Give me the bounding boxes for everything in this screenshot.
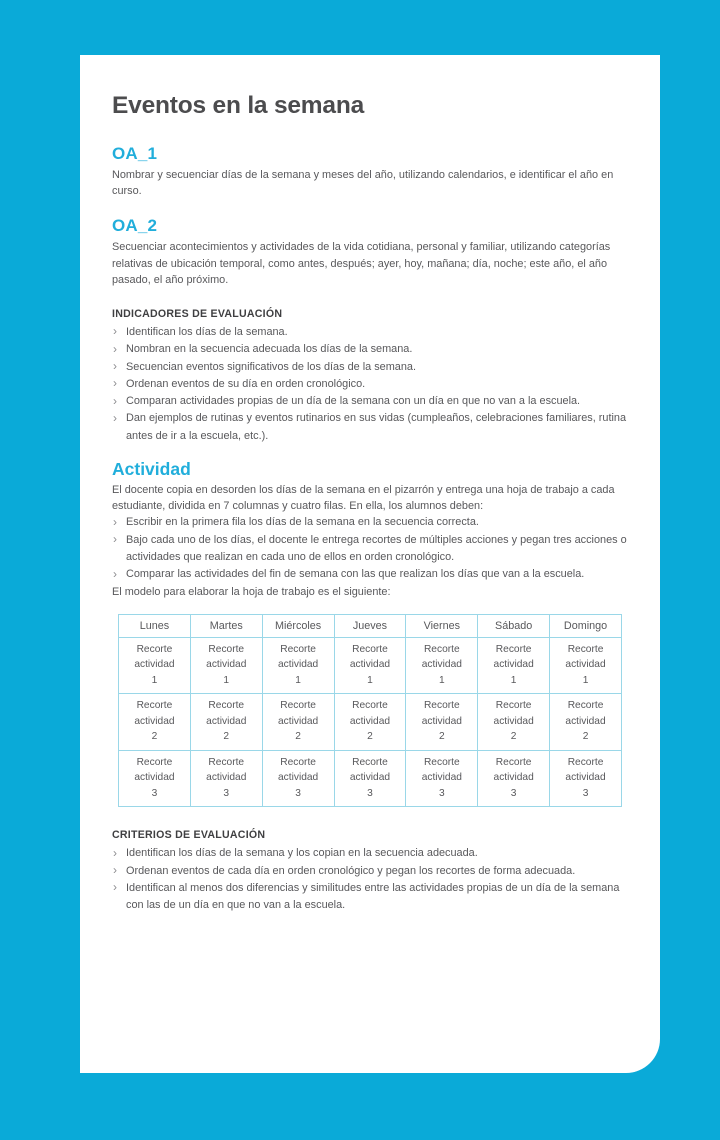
column-header-miercoles: Miércoles xyxy=(262,614,334,637)
objective-label-oa2: OA_2 xyxy=(112,216,158,236)
cell-line-2: actividad xyxy=(565,715,606,727)
criteria-list xyxy=(112,845,628,914)
cell-line-2: actividad xyxy=(349,659,391,671)
cell-line-3: 2 xyxy=(295,731,301,743)
objective-text-oa2: Secuenciar acontecimientos y actividades de la vida cotidiana, personal y familiar, utilizando categorías relativas de ubicación temporal, como antes, después; ayer, hoy, mañana; día, noche; este año, el año pasado, el año próximo. xyxy=(112,241,611,286)
cell-line-2: actividad xyxy=(493,715,534,727)
cell-line-1: Recorte xyxy=(136,756,173,768)
table-cell xyxy=(190,637,262,694)
list-item: › Nombran en la secuencia adecuada los días de la semana. xyxy=(112,341,628,358)
cell-line-3: 1 xyxy=(223,674,230,686)
list-item: › Secuencian eventos significativos de los días de la semana. xyxy=(112,359,628,376)
document-page xyxy=(80,55,660,1073)
table-row xyxy=(119,637,622,694)
cell-line-3: 2 xyxy=(151,731,158,743)
objective-text-oa1: Nombrar y secuenciar días de la semana y meses del año, utilizando calendarios, e identificar el año en curso. xyxy=(112,168,614,198)
cell-line-3: 3 xyxy=(295,787,301,799)
cell-line-2: actividad xyxy=(421,772,462,784)
table-head xyxy=(119,614,622,637)
criteria-section xyxy=(112,829,628,914)
section-spacer xyxy=(112,445,628,459)
list-item: › Comparan actividades propias de un día de la semana con un día en que no van a la escuela. xyxy=(112,393,628,410)
table-cell xyxy=(119,694,191,751)
table-cell xyxy=(119,750,191,807)
cell-line-2: actividad xyxy=(206,772,247,784)
cell-line-3: 2 xyxy=(582,731,589,743)
cell-line-3: 1 xyxy=(582,674,589,686)
activity-heading: Actividad xyxy=(112,459,191,480)
table-cell xyxy=(262,637,334,694)
table-cell xyxy=(478,637,550,694)
cell-line-3: 3 xyxy=(223,787,230,799)
table-cell xyxy=(550,637,622,694)
column-header-sabado: Sábado xyxy=(478,614,550,637)
cell-line-3: 2 xyxy=(510,731,517,743)
cell-line-1: Recorte xyxy=(567,756,604,768)
cell-line-3: 3 xyxy=(367,787,373,799)
cell-line-2: actividad xyxy=(565,772,606,784)
activity-list xyxy=(112,514,628,583)
objective-block-oa2 xyxy=(112,216,628,288)
table-body xyxy=(119,637,622,807)
cell-line-1: Recorte xyxy=(208,700,245,712)
cell-line-3: 1 xyxy=(295,674,301,686)
cell-line-1: Recorte xyxy=(208,756,245,768)
table-cell xyxy=(406,750,478,807)
cell-line-1: Recorte xyxy=(352,700,388,712)
cell-line-3: 1 xyxy=(438,674,445,686)
table-cell xyxy=(262,750,334,807)
cell-line-3: 1 xyxy=(510,674,517,686)
cell-line-2: actividad xyxy=(421,659,462,671)
cell-line-1: Recorte xyxy=(136,700,173,712)
column-header-jueves: Jueves xyxy=(334,614,406,637)
table-cell xyxy=(406,694,478,751)
cell-line-1: Recorte xyxy=(280,643,316,655)
list-item: › Bajo cada uno de los días, el docente le entrega recortes de múltiples acciones y pegan tres acciones o actividades que realizan en cada uno de ellos en orden cronológico. xyxy=(112,532,628,567)
cell-line-1: Recorte xyxy=(423,700,460,712)
column-header-viernes: Viernes xyxy=(406,614,478,637)
cell-line-3: 2 xyxy=(438,731,445,743)
list-item: › Dan ejemplos de rutinas y eventos rutinarios en sus vidas (cumpleaños, celebraciones familiares, rutina antes de ir a la escuela, etc.). xyxy=(112,410,628,445)
cell-line-2: actividad xyxy=(206,659,247,671)
cell-line-3: 3 xyxy=(151,787,158,799)
cell-line-1: Recorte xyxy=(567,643,604,655)
column-header-domingo: Domingo xyxy=(550,614,622,637)
cell-line-2: actividad xyxy=(493,772,534,784)
list-item: › Ordenan eventos de cada día en orden cronológico y pegan los recortes de forma adecuada. xyxy=(112,863,628,880)
cell-line-3: 3 xyxy=(510,787,517,799)
cell-line-1: Recorte xyxy=(208,643,245,655)
cell-line-3: 2 xyxy=(367,731,373,743)
cell-line-2: actividad xyxy=(421,715,462,727)
cell-line-2: actividad xyxy=(134,772,175,784)
table-cell xyxy=(478,694,550,751)
column-header-lunes: Lunes xyxy=(119,614,191,637)
list-item: › Identifican al menos dos diferencias y similitudes entre las actividades propias de un día de la semana con las de un día en que no van a la escuela. xyxy=(112,880,628,915)
objective-block-oa1 xyxy=(112,144,628,199)
table-cell xyxy=(550,694,622,751)
table-header-row xyxy=(119,614,622,637)
activity-section xyxy=(112,459,628,807)
cell-line-1: Recorte xyxy=(495,643,532,655)
cell-line-2: actividad xyxy=(349,715,391,727)
criteria-heading: CRITERIOS DE EVALUACIÓN xyxy=(112,829,266,842)
table-cell xyxy=(550,750,622,807)
cell-line-3: 3 xyxy=(582,787,589,799)
cell-line-3: 1 xyxy=(151,674,158,686)
worksheet-table xyxy=(118,614,622,808)
table-row xyxy=(119,694,622,751)
cell-line-1: Recorte xyxy=(280,700,316,712)
cell-line-2: actividad xyxy=(134,715,175,727)
indicators-section xyxy=(112,308,628,445)
list-item: › Identifican los días de la semana. xyxy=(112,324,628,341)
cell-line-3: 1 xyxy=(367,674,373,686)
cell-line-1: Recorte xyxy=(495,700,532,712)
cell-line-1: Recorte xyxy=(136,643,173,655)
table-cell xyxy=(406,637,478,694)
cell-line-1: Recorte xyxy=(567,700,604,712)
cell-line-2: actividad xyxy=(278,659,319,671)
list-item: › Comparar las actividades del fin de semana con las que realizan los días que van a la escuela. xyxy=(112,566,628,583)
cell-line-2: actividad xyxy=(349,772,391,784)
cell-line-2: actividad xyxy=(565,659,606,671)
table-cell xyxy=(119,637,191,694)
cell-line-1: Recorte xyxy=(423,643,460,655)
cell-line-1: Recorte xyxy=(352,756,388,768)
cell-line-2: actividad xyxy=(134,659,175,671)
table-cell xyxy=(334,637,406,694)
table-cell xyxy=(190,694,262,751)
list-item: › Escribir en la primera fila los días de la semana en la secuencia correcta. xyxy=(112,514,628,531)
indicators-list xyxy=(112,324,628,445)
column-header-martes: Martes xyxy=(190,614,262,637)
cell-line-2: actividad xyxy=(278,772,319,784)
cell-line-1: Recorte xyxy=(495,756,532,768)
objective-label-oa1: OA_1 xyxy=(112,143,158,163)
table-cell xyxy=(334,694,406,751)
cell-line-1: Recorte xyxy=(352,643,388,655)
activity-intro: El docente copia en desorden los días de la semana en el pizarrón y entrega una hoja de trabajo a cada estudiante, dividida en 7 columnas y cuatro filas. En ella, los alumnos deben: xyxy=(112,484,615,513)
cell-line-2: actividad xyxy=(206,715,247,727)
cell-line-2: actividad xyxy=(278,715,319,727)
indicators-heading: INDICADORES DE EVALUACIÓN xyxy=(112,307,283,320)
table-row xyxy=(119,750,622,807)
table-cell xyxy=(262,694,334,751)
table-cell xyxy=(478,750,550,807)
cell-line-1: Recorte xyxy=(423,756,460,768)
activity-outro: El modelo para elaborar la hoja de trabajo es el siguiente: xyxy=(112,585,391,598)
list-item: › Identifican los días de la semana y los copian en la secuencia adecuada. xyxy=(112,845,628,862)
cell-line-1: Recorte xyxy=(280,756,316,768)
page-title: Eventos en la semana xyxy=(112,92,365,119)
list-item: › Ordenan eventos de su día en orden cronológico. xyxy=(112,376,628,393)
table-cell xyxy=(190,750,262,807)
cell-line-3: 3 xyxy=(438,787,445,799)
table-cell xyxy=(334,750,406,807)
cell-line-3: 2 xyxy=(223,731,230,743)
cell-line-2: actividad xyxy=(493,659,534,671)
